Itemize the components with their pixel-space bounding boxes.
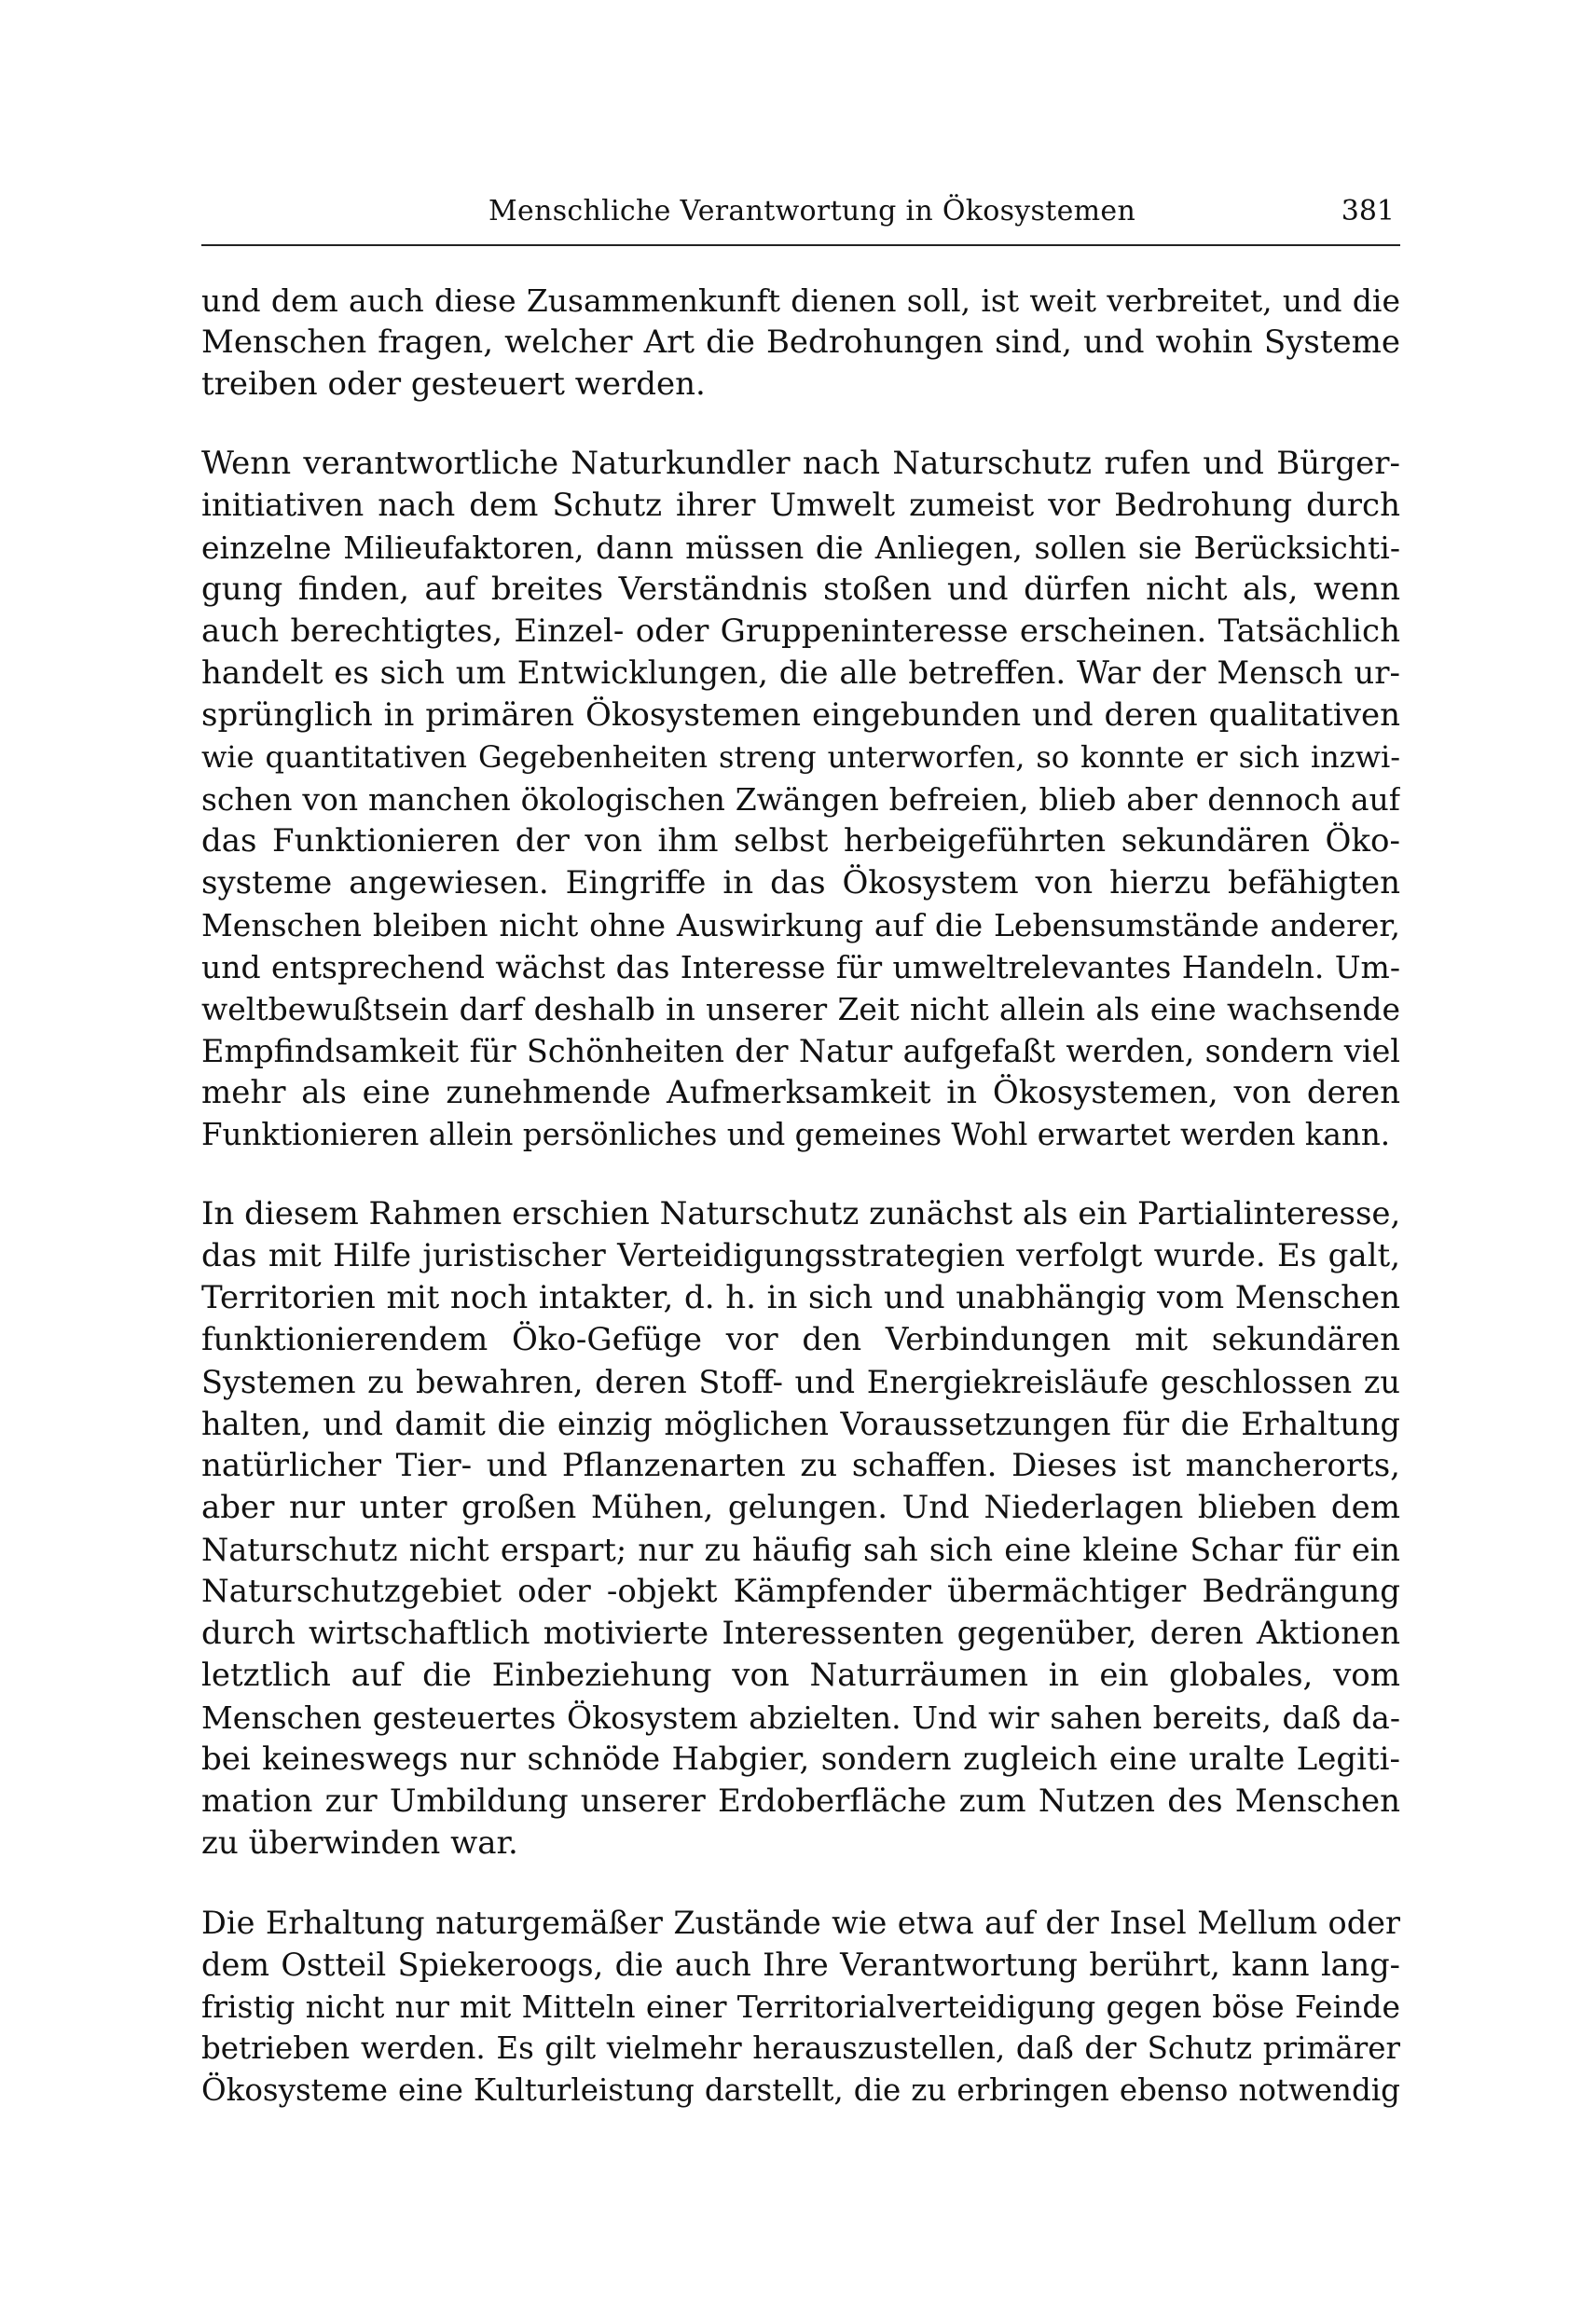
book-page bbox=[201, 0, 1400, 2312]
text-line: In diesem Rahmen erschien Naturschutz zunächst als ein Partialinteresse, bbox=[201, 1195, 1400, 1232]
text-line: handelt es sich um Entwicklungen, die alle betreffen. War der Mensch ur- bbox=[201, 654, 1400, 692]
text-line: mehr als eine zunehmende Aufmerksamkeit in Ökosystemen, von deren bbox=[201, 1074, 1400, 1111]
body-text bbox=[201, 280, 1400, 2149]
text-line: letztlich auf die Einbeziehung von Naturräumen in ein globales, vom bbox=[201, 1657, 1400, 1694]
text-line: Funktionieren allein persönliches und gemeines Wohl erwartet werden kann. bbox=[201, 1117, 1391, 1152]
text-line: weltbewußtsein darf deshalb in unserer Zeit nicht allein als eine wachsende bbox=[201, 991, 1400, 1027]
text-line: Naturschutz nicht erspart; nur zu häufig sah sich eine kleine Schar für ein bbox=[201, 1532, 1400, 1568]
text-line: dem Ostteil Spiekeroogs, die auch Ihre Verantwortung berührt, kann lang- bbox=[201, 1947, 1400, 1983]
text-line: funktionierendem Öko-Gefüge vor den Verbindungen mit sekundären bbox=[201, 1321, 1400, 1358]
text-line: und entsprechend wächst das Interesse für umweltrelevantes Handeln. Um- bbox=[201, 949, 1400, 985]
text-line: betrieben werden. Es gilt vielmehr herauszustellen, daß der Schutz primärer bbox=[201, 2030, 1400, 2066]
text-line: fristig nicht nur mit Mitteln einer Territorialverteidigung gegen böse Feinde bbox=[201, 1989, 1400, 2025]
page-number: 381 bbox=[1341, 195, 1395, 227]
text-line: Ökosysteme eine Kulturleistung darstellt, die zu erbringen ebenso notwendig bbox=[201, 2072, 1400, 2108]
text-line: zu überwinden war. bbox=[201, 1824, 518, 1862]
text-line: systeme angewiesen. Eingriffe in das Ökosystem von hierzu befähigten bbox=[201, 864, 1400, 901]
text-line: treiben oder gesteuert werden. bbox=[201, 365, 706, 403]
header-rule bbox=[201, 244, 1400, 246]
text-line: das Funktionieren der von ihm selbst herbeigeführten sekundären Öko- bbox=[201, 822, 1400, 860]
paragraph-2 bbox=[201, 443, 1400, 1156]
text-line: Empfindsamkeit für Schönheiten der Natur aufgefaßt werden, sondern viel bbox=[201, 1033, 1400, 1069]
text-line: bei keineswegs nur schnöde Habgier, sondern zugleich eine uralte Legiti- bbox=[201, 1741, 1400, 1778]
text-line: aber nur unter großen Mühen, gelungen. Und Niederlagen blieben dem bbox=[201, 1489, 1400, 1526]
paragraph-4 bbox=[201, 1902, 1400, 2112]
text-line: Menschen fragen, welcher Art die Bedrohungen sind, und wohin Systeme bbox=[201, 323, 1400, 361]
text-line: Menschen gesteuertes Ökosystem abzielten. Und wir sahen bereits, daß da- bbox=[201, 1700, 1400, 1736]
text-line: natürlicher Tier- und Pflanzenarten zu schaffen. Dieses ist mancherorts, bbox=[201, 1447, 1400, 1484]
text-line: sprünglich in primären Ökosystemen eingebunden und deren qualitativen bbox=[201, 696, 1400, 734]
text-line: Wenn verantwortliche Naturkundler nach Naturschutz rufen und Bürger- bbox=[201, 445, 1400, 482]
text-line: durch wirtschaftlich motivierte Interessenten gegenüber, deren Aktionen bbox=[201, 1615, 1400, 1652]
paragraph-1 bbox=[201, 280, 1400, 406]
text-line: mation zur Umbildung unserer Erdoberfläche zum Nutzen des Menschen bbox=[201, 1782, 1400, 1820]
text-line: das mit Hilfe juristischer Verteidigungsstrategien verfolgt wurde. Es galt, bbox=[201, 1237, 1400, 1274]
text-line: Systemen zu bewahren, deren Stoff- und Energiekreisläufe geschlossen zu bbox=[201, 1364, 1400, 1400]
text-line: gung finden, auf breites Verständnis stoßen und dürfen nicht als, wenn bbox=[201, 571, 1400, 608]
text-line: wie quantitativen Gegebenheiten streng unterworfen, so konnte er sich inzwi- bbox=[201, 739, 1400, 775]
text-line: Naturschutzgebiet oder -objekt Kämpfender übermächtiger Bedrängung bbox=[201, 1573, 1400, 1610]
running-title: Menschliche Verantwortung in Ökosystemen bbox=[488, 195, 1136, 227]
text-line: Territorien mit noch intakter, d. h. in sich und unabhängig vom Menschen bbox=[201, 1279, 1400, 1316]
text-line: auch berechtigtes, Einzel- oder Gruppeninteresse erscheinen. Tatsächlich bbox=[201, 612, 1400, 650]
text-line: initiativen nach dem Schutz ihrer Umwelt zumeist vor Bedrohung durch bbox=[201, 487, 1400, 524]
paragraph-3 bbox=[201, 1193, 1400, 1865]
text-line: und dem auch diese Zusammenkunft dienen soll, ist weit verbreitet, und die bbox=[201, 282, 1400, 319]
text-line: schen von manchen ökologischen Zwängen befreien, blieb aber dennoch auf bbox=[201, 781, 1400, 818]
text-line: halten, und damit die einzig möglichen Voraussetzungen für die Erhaltung bbox=[201, 1406, 1400, 1442]
running-head bbox=[201, 193, 1400, 230]
text-line: Die Erhaltung naturgemäßer Zustände wie etwa auf der Insel Mellum oder bbox=[201, 1905, 1400, 1941]
text-line: Menschen bleiben nicht ohne Auswirkung auf die Lebensumstände anderer, bbox=[201, 907, 1400, 943]
text-line: einzelne Milieufaktoren, dann müssen die Anliegen, sollen sie Berücksichti- bbox=[201, 530, 1400, 566]
